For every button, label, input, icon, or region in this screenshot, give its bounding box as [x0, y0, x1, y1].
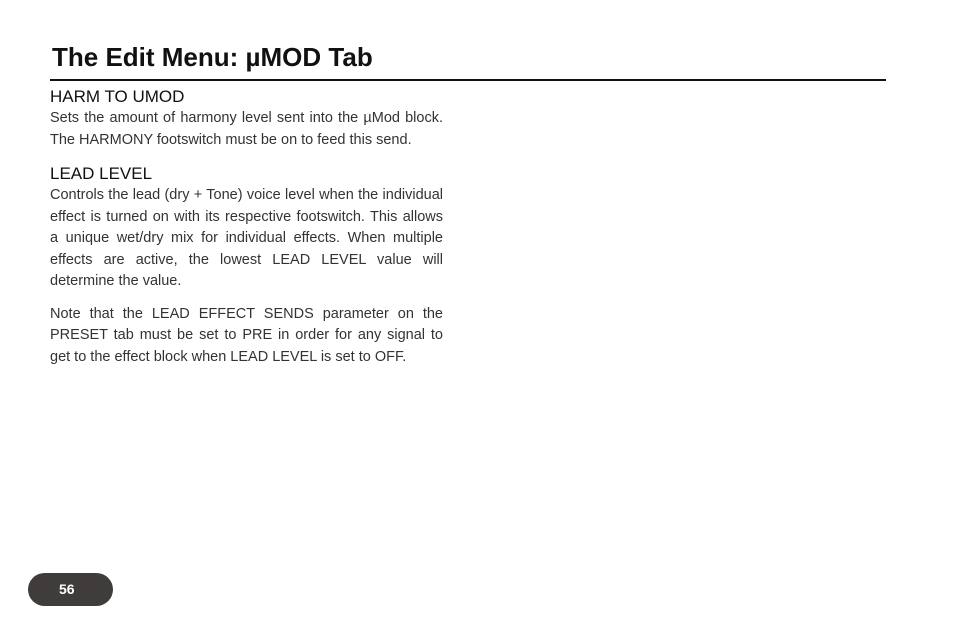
section-body: Controls the lead (dry + Tone) voice level when the individual effect is turned on with its respective footswitch. This allows a unique wet/dry mix for individual effects. When multiple effects are active, the lowest LEAD LEVEL value will determine the value. [50, 187, 443, 289]
title-divider [50, 79, 886, 81]
page-number-badge: 56 [28, 573, 113, 606]
section-body: Sets the amount of harmony level sent into the µMod block. The HARMONY footswitch must be on to feed this send. [50, 110, 443, 148]
content-column [50, 86, 443, 368]
page-title: The Edit Menu: µMOD Tab [52, 42, 373, 72]
note-paragraph: Note that the LEAD EFFECT SENDS parameter on the PRESET tab must be set to PRE in order for any signal to get to the effect block when LEAD LEVEL is set to OFF. [50, 305, 443, 365]
section-heading: HARM TO UMOD [50, 87, 185, 106]
section-heading: LEAD LEVEL [50, 164, 153, 183]
section-lead-level [50, 163, 443, 293]
section-harm-to-umod [50, 86, 443, 151]
